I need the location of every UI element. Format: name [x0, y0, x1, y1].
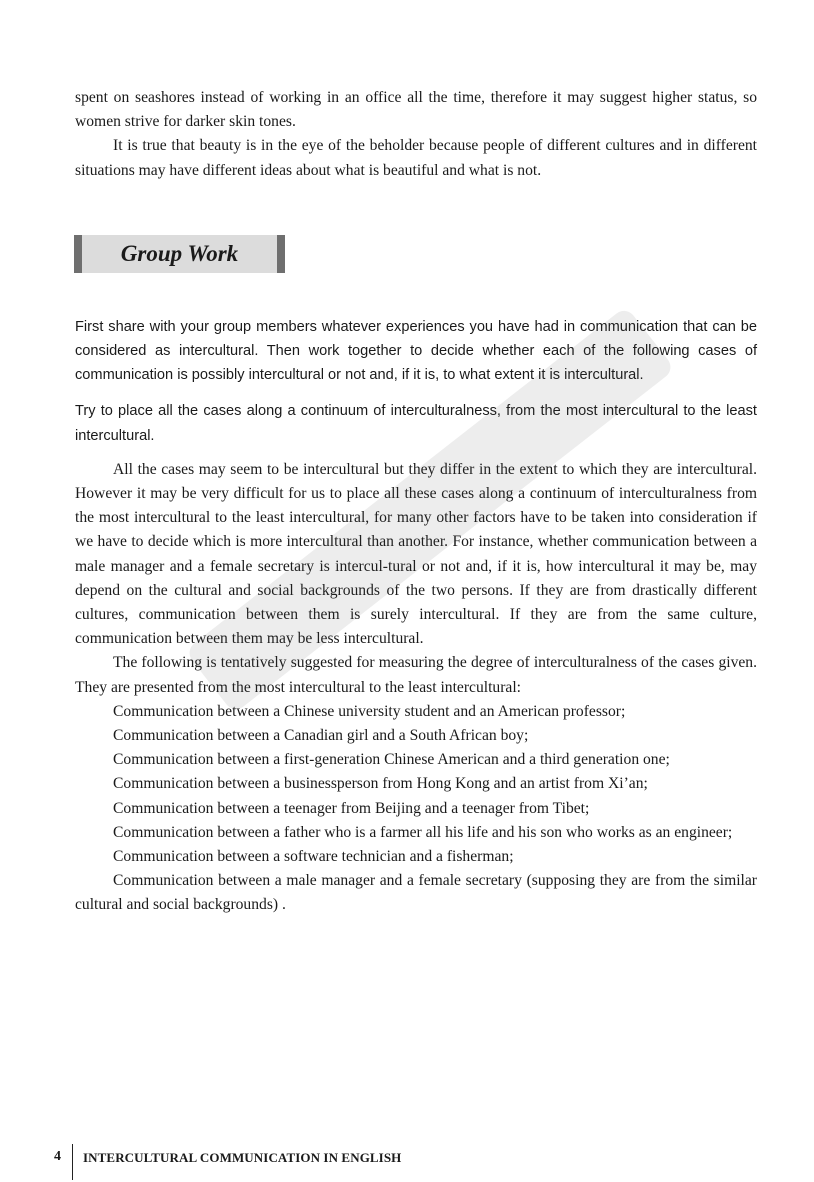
page-content	[75, 86, 757, 918]
group-work-heading-block	[75, 235, 757, 277]
body-paragraph-suggestion: The following is tentatively suggested for measuring the degree of interculturalness of the cases given. They are presented from the most intercultural to the least intercultural:	[75, 654, 757, 696]
page-number: 4	[54, 1149, 61, 1164]
list-item: Communication between a software technician and a fisherman;	[113, 848, 514, 866]
list-item: Communication between a businessperson from Hong Kong and an artist from Xi’an;	[113, 775, 648, 793]
list-item: Communication between a first-generation Chinese American and a third generation one;	[113, 751, 670, 769]
list-item: Communication between a Canadian girl and a South African boy;	[113, 727, 529, 745]
list-item: Communication between a Chinese university student and an American professor;	[113, 702, 626, 720]
cases-list	[75, 700, 757, 918]
running-title: INTERCULTURAL COMMUNICATION IN ENGLISH	[83, 1150, 402, 1165]
intro-paragraph-beauty: It is true that beauty is in the eye of the beholder because people of different cultures and in different situations may have different ideas about what is beautiful and what is not.	[75, 137, 757, 179]
list-item: Communication between a teenager from Beijing and a teenager from Tibet;	[113, 799, 590, 817]
footer-divider	[72, 1144, 73, 1180]
list-item: Communication between a father who is a farmer all his life and his son who works as an engineer;	[113, 823, 733, 841]
group-work-heading-box	[74, 235, 285, 273]
list-item: Communication between a male manager and a female secretary (supposing they are from the similar cultural and social backgrounds) .	[75, 872, 757, 914]
section-heading: Group Work	[120, 240, 239, 266]
body-paragraph-discussion: All the cases may seem to be intercultural but they differ in the extent to which they are intercultural. However it may be very difficult for us to place all these cases along a continuum of interculturalness from the most intercultural to the least intercultural, for many other factors have to be taken into consideration if we have to decide which is more intercultural than another. For instance, whether communication between a male manager and a female secretary is intercul-tural or not and, if it is, how intercultural it may be, may depend on the cultural and social backgrounds of the two persons. If they are from drastically different cultures, communication between them is surely intercultural. If they are from the same culture, communication between them may be less intercultural.	[75, 460, 757, 648]
instruction-paragraph-continuum: Try to place all the cases along a continuum of interculturalness, from the most intercultural to the least intercultural.	[75, 403, 757, 444]
page-footer	[54, 1144, 401, 1180]
intro-paragraph-continued: spent on seashores instead of working in an office all the time, therefore it may suggest higher status, so women strive for darker skin tones.	[75, 89, 757, 131]
instruction-paragraph-share: First share with your group members whatever experiences you have had in communication that can be considered as intercultural. Then work together to decide whether each of the following cases of communication is possibly intercultural or not and, if it is, to what extent it is intercultural.	[75, 318, 757, 384]
